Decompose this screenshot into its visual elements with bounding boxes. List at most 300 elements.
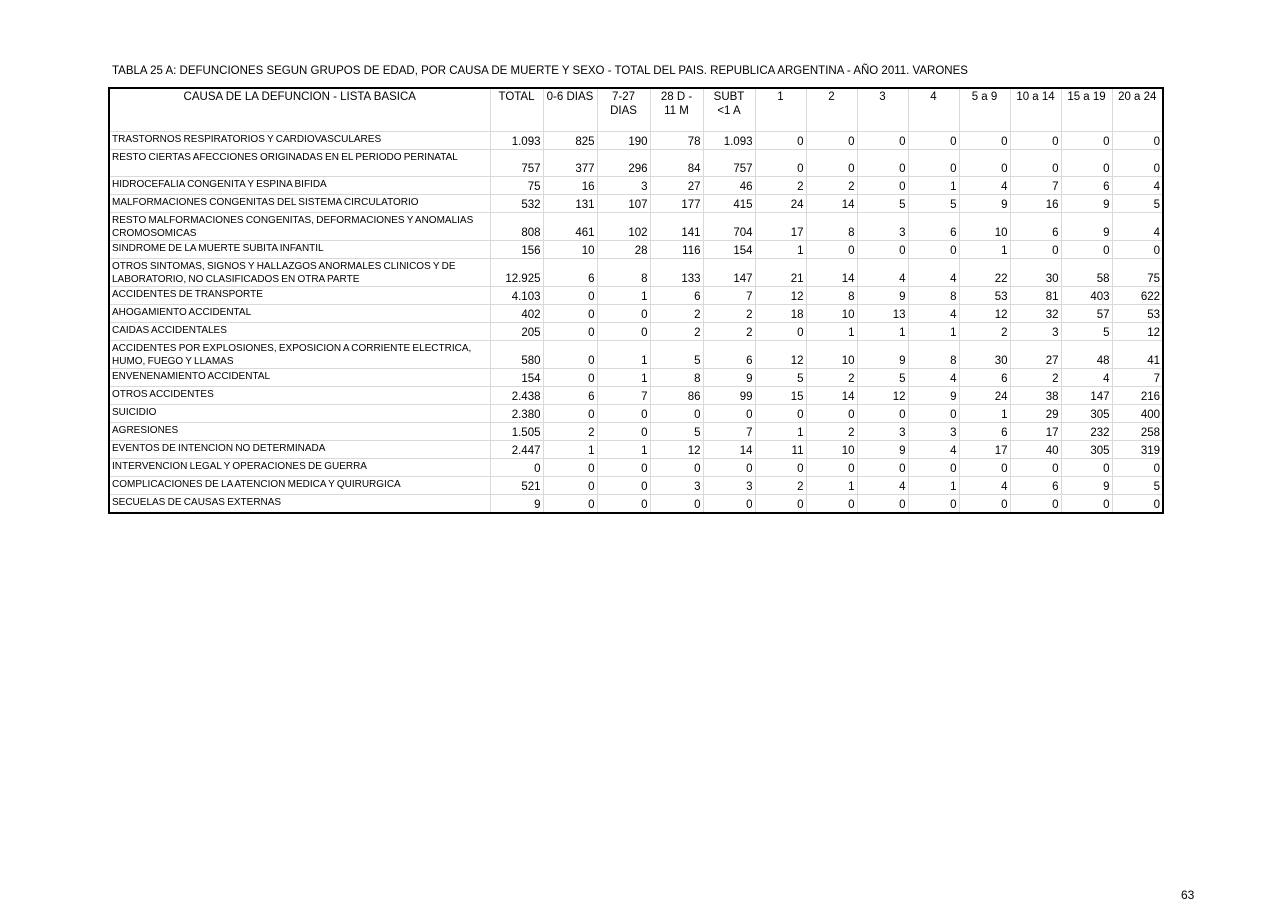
value-cell: 1 xyxy=(908,177,959,195)
value-cell: 0 xyxy=(806,241,857,259)
value-cell: 8 xyxy=(908,341,959,369)
value-cell: 0 xyxy=(490,459,543,477)
value-cell: 12 xyxy=(857,387,908,405)
value-cell: 2 xyxy=(806,369,857,387)
cause-cell: SUICIDIO xyxy=(109,405,490,423)
value-cell: 6 xyxy=(650,287,703,305)
value-cell: 3 xyxy=(597,177,650,195)
value-cell: 1 xyxy=(543,441,597,459)
value-cell: 4 xyxy=(959,477,1010,495)
value-cell: 0 xyxy=(857,132,908,150)
value-cell: 2 xyxy=(755,177,806,195)
value-cell: 9 xyxy=(1061,477,1112,495)
value-cell: 154 xyxy=(490,369,543,387)
value-cell: 6 xyxy=(959,369,1010,387)
table-row xyxy=(109,177,1163,195)
value-cell: 8 xyxy=(806,213,857,241)
value-cell: 2 xyxy=(755,477,806,495)
value-cell: 258 xyxy=(1112,423,1163,441)
value-cell: 6 xyxy=(1010,477,1061,495)
cause-cell: TRASTORNOS RESPIRATORIOS Y CARDIOVASCULARES xyxy=(109,132,490,150)
cause-cell: RESTO MALFORMACIONES CONGENITAS, DEFORMACIONES Y ANOMALIAS CROMOSOMICAS xyxy=(109,213,490,241)
table-row xyxy=(109,195,1163,213)
value-cell: 9 xyxy=(857,287,908,305)
value-cell: 1 xyxy=(806,477,857,495)
value-cell: 75 xyxy=(490,177,543,195)
table-row xyxy=(109,387,1163,405)
value-cell: 9 xyxy=(857,341,908,369)
value-cell: 0 xyxy=(597,495,650,514)
value-cell: 0 xyxy=(908,132,959,150)
cause-cell: OTROS ACCIDENTES xyxy=(109,387,490,405)
value-cell: 0 xyxy=(650,495,703,514)
value-cell: 0 xyxy=(755,132,806,150)
value-cell: 0 xyxy=(908,495,959,514)
header-7-27-dias: 7-27 DIAS xyxy=(597,88,650,132)
value-cell: 0 xyxy=(1010,132,1061,150)
value-cell: 4 xyxy=(1061,369,1112,387)
value-cell: 0 xyxy=(857,495,908,514)
value-cell: 0 xyxy=(806,459,857,477)
table-row xyxy=(109,213,1163,241)
value-cell: 9 xyxy=(1061,213,1112,241)
value-cell: 0 xyxy=(1061,495,1112,514)
value-cell: 0 xyxy=(806,132,857,150)
value-cell: 3 xyxy=(1010,323,1061,341)
table-row xyxy=(109,287,1163,305)
value-cell: 12 xyxy=(755,341,806,369)
value-cell: 0 xyxy=(908,405,959,423)
header-cause: CAUSA DE LA DEFUNCION - LISTA BASICA xyxy=(109,88,490,132)
value-cell: 6 xyxy=(703,341,755,369)
value-cell: 1 xyxy=(755,241,806,259)
table-row xyxy=(109,132,1163,150)
value-cell: 1 xyxy=(597,341,650,369)
value-cell: 0 xyxy=(755,323,806,341)
table-body xyxy=(109,132,1163,514)
value-cell: 403 xyxy=(1061,287,1112,305)
header-28d-11m: 28 D - 11 M xyxy=(650,88,703,132)
value-cell: 53 xyxy=(959,287,1010,305)
value-cell: 32 xyxy=(1010,305,1061,323)
cause-cell: ENVENENAMIENTO ACCIDENTAL xyxy=(109,369,490,387)
value-cell: 0 xyxy=(597,323,650,341)
value-cell: 0 xyxy=(959,459,1010,477)
value-cell: 147 xyxy=(1061,387,1112,405)
cause-cell: OTROS SINTOMAS, SIGNOS Y HALLAZGOS ANORMALES CLINICOS Y DE LABORATORIO, NO CLASIFICADOS EN OTRA PARTE xyxy=(109,259,490,287)
value-cell: 1 xyxy=(959,405,1010,423)
value-cell: 0 xyxy=(543,341,597,369)
value-cell: 0 xyxy=(543,459,597,477)
value-cell: 12 xyxy=(755,287,806,305)
value-cell: 17 xyxy=(959,441,1010,459)
table-row xyxy=(109,441,1163,459)
page-number: 63 xyxy=(1181,888,1195,902)
value-cell: 58 xyxy=(1061,259,1112,287)
value-cell: 7 xyxy=(1010,177,1061,195)
value-cell: 1 xyxy=(597,287,650,305)
value-cell: 10 xyxy=(806,441,857,459)
value-cell: 6 xyxy=(908,213,959,241)
cause-cell: SINDROME DE LA MUERTE SUBITA INFANTIL xyxy=(109,241,490,259)
value-cell: 0 xyxy=(857,405,908,423)
value-cell: 9 xyxy=(703,369,755,387)
value-cell: 0 xyxy=(1061,241,1112,259)
value-cell: 0 xyxy=(1010,241,1061,259)
value-cell: 41 xyxy=(1112,341,1163,369)
value-cell: 5 xyxy=(650,423,703,441)
cause-cell: COMPLICACIONES DE LA ATENCION MEDICA Y QUIRURGICA xyxy=(109,477,490,495)
value-cell: 0 xyxy=(597,423,650,441)
value-cell: 2 xyxy=(806,423,857,441)
value-cell: 216 xyxy=(1112,387,1163,405)
value-cell: 12.925 xyxy=(490,259,543,287)
value-cell: 116 xyxy=(650,241,703,259)
value-cell: 22 xyxy=(959,259,1010,287)
value-cell: 53 xyxy=(1112,305,1163,323)
header-0-6-dias: 0-6 DIAS xyxy=(543,88,597,132)
value-cell: 14 xyxy=(806,387,857,405)
value-cell: 131 xyxy=(543,195,597,213)
value-cell: 0 xyxy=(959,150,1010,177)
table-row xyxy=(109,477,1163,495)
value-cell: 0 xyxy=(857,177,908,195)
value-cell: 1 xyxy=(908,323,959,341)
table-row xyxy=(109,405,1163,423)
value-cell: 38 xyxy=(1010,387,1061,405)
value-cell: 27 xyxy=(650,177,703,195)
value-cell: 0 xyxy=(908,459,959,477)
value-cell: 0 xyxy=(543,323,597,341)
value-cell: 78 xyxy=(650,132,703,150)
table-title: TABLA 25 A: DEFUNCIONES SEGUN GRUPOS DE EDAD, POR CAUSA DE MUERTE Y SEXO - TOTAL DEL PAIS. REPUBLICA ARGENTINA - AÑO 2011. VARONES xyxy=(112,65,968,77)
value-cell: 102 xyxy=(597,213,650,241)
value-cell: 0 xyxy=(806,405,857,423)
value-cell: 17 xyxy=(1010,423,1061,441)
value-cell: 5 xyxy=(1112,195,1163,213)
value-cell: 825 xyxy=(543,132,597,150)
value-cell: 0 xyxy=(1061,150,1112,177)
value-cell: 29 xyxy=(1010,405,1061,423)
value-cell: 13 xyxy=(857,305,908,323)
value-cell: 0 xyxy=(650,459,703,477)
value-cell: 532 xyxy=(490,195,543,213)
value-cell: 14 xyxy=(806,195,857,213)
value-cell: 0 xyxy=(1010,495,1061,514)
value-cell: 0 xyxy=(1112,150,1163,177)
cause-cell: RESTO CIERTAS AFECCIONES ORIGINADAS EN EL PERIODO PERINATAL xyxy=(109,150,490,177)
cause-cell: SECUELAS DE CAUSAS EXTERNAS xyxy=(109,495,490,514)
value-cell: 205 xyxy=(490,323,543,341)
value-cell: 1.093 xyxy=(490,132,543,150)
value-cell: 0 xyxy=(806,150,857,177)
table-row xyxy=(109,259,1163,287)
value-cell: 0 xyxy=(806,495,857,514)
value-cell: 2 xyxy=(543,423,597,441)
value-cell: 2.380 xyxy=(490,405,543,423)
table-row xyxy=(109,341,1163,369)
value-cell: 2.438 xyxy=(490,387,543,405)
table-row xyxy=(109,423,1163,441)
value-cell: 2 xyxy=(650,323,703,341)
cause-cell: CAIDAS ACCIDENTALES xyxy=(109,323,490,341)
value-cell: 147 xyxy=(703,259,755,287)
value-cell: 5 xyxy=(1112,477,1163,495)
value-cell: 9 xyxy=(959,195,1010,213)
value-cell: 0 xyxy=(755,150,806,177)
value-cell: 521 xyxy=(490,477,543,495)
value-cell: 402 xyxy=(490,305,543,323)
table-header-row xyxy=(109,88,1163,132)
value-cell: 6 xyxy=(543,259,597,287)
value-cell: 48 xyxy=(1061,341,1112,369)
value-cell: 0 xyxy=(1112,495,1163,514)
value-cell: 3 xyxy=(857,423,908,441)
value-cell: 21 xyxy=(755,259,806,287)
value-cell: 2 xyxy=(650,305,703,323)
value-cell: 0 xyxy=(543,495,597,514)
value-cell: 1 xyxy=(755,423,806,441)
deaths-table xyxy=(108,87,1164,514)
value-cell: 14 xyxy=(703,441,755,459)
header-age-5-9: 5 a 9 xyxy=(959,88,1010,132)
value-cell: 0 xyxy=(703,459,755,477)
value-cell: 0 xyxy=(597,405,650,423)
value-cell: 415 xyxy=(703,195,755,213)
value-cell: 9 xyxy=(1061,195,1112,213)
value-cell: 1 xyxy=(857,323,908,341)
value-cell: 2 xyxy=(959,323,1010,341)
value-cell: 4 xyxy=(1112,213,1163,241)
value-cell: 5 xyxy=(908,195,959,213)
value-cell: 6 xyxy=(1010,213,1061,241)
table-row xyxy=(109,495,1163,514)
value-cell: 9 xyxy=(908,387,959,405)
value-cell: 30 xyxy=(959,341,1010,369)
value-cell: 156 xyxy=(490,241,543,259)
value-cell: 15 xyxy=(755,387,806,405)
value-cell: 580 xyxy=(490,341,543,369)
value-cell: 0 xyxy=(703,405,755,423)
value-cell: 1 xyxy=(959,241,1010,259)
value-cell: 10 xyxy=(806,341,857,369)
value-cell: 6 xyxy=(959,423,1010,441)
value-cell: 296 xyxy=(597,150,650,177)
value-cell: 0 xyxy=(543,287,597,305)
value-cell: 190 xyxy=(597,132,650,150)
value-cell: 16 xyxy=(1010,195,1061,213)
value-cell: 0 xyxy=(597,305,650,323)
value-cell: 0 xyxy=(959,495,1010,514)
value-cell: 319 xyxy=(1112,441,1163,459)
value-cell: 0 xyxy=(1061,459,1112,477)
value-cell: 0 xyxy=(1010,150,1061,177)
value-cell: 0 xyxy=(755,459,806,477)
value-cell: 7 xyxy=(703,287,755,305)
value-cell: 3 xyxy=(857,213,908,241)
value-cell: 0 xyxy=(755,405,806,423)
value-cell: 0 xyxy=(908,241,959,259)
header-age-10-14: 10 a 14 xyxy=(1010,88,1061,132)
value-cell: 10 xyxy=(543,241,597,259)
value-cell: 7 xyxy=(1112,369,1163,387)
header-age-2: 2 xyxy=(806,88,857,132)
value-cell: 8 xyxy=(908,287,959,305)
value-cell: 27 xyxy=(1010,341,1061,369)
value-cell: 18 xyxy=(755,305,806,323)
table-row xyxy=(109,150,1163,177)
value-cell: 4 xyxy=(1112,177,1163,195)
value-cell: 3 xyxy=(908,423,959,441)
header-total: TOTAL xyxy=(490,88,543,132)
value-cell: 0 xyxy=(543,305,597,323)
value-cell: 0 xyxy=(597,477,650,495)
value-cell: 1.093 xyxy=(703,132,755,150)
value-cell: 4 xyxy=(908,259,959,287)
header-age-20-24: 20 a 24 xyxy=(1112,88,1163,132)
value-cell: 7 xyxy=(597,387,650,405)
value-cell: 461 xyxy=(543,213,597,241)
value-cell: 0 xyxy=(857,459,908,477)
value-cell: 5 xyxy=(1061,323,1112,341)
value-cell: 8 xyxy=(650,369,703,387)
header-age-15-19: 15 a 19 xyxy=(1061,88,1112,132)
value-cell: 305 xyxy=(1061,441,1112,459)
value-cell: 14 xyxy=(806,259,857,287)
value-cell: 0 xyxy=(650,405,703,423)
value-cell: 12 xyxy=(959,305,1010,323)
cause-cell: EVENTOS DE INTENCION NO DETERMINADA xyxy=(109,441,490,459)
value-cell: 1 xyxy=(908,477,959,495)
value-cell: 808 xyxy=(490,213,543,241)
cause-cell: ACCIDENTES DE TRANSPORTE xyxy=(109,287,490,305)
value-cell: 1 xyxy=(597,441,650,459)
value-cell: 0 xyxy=(703,495,755,514)
value-cell: 16 xyxy=(543,177,597,195)
cause-cell: ACCIDENTES POR EXPLOSIONES, EXPOSICION A CORRIENTE ELECTRICA, HUMO, FUEGO Y LLAMAS xyxy=(109,341,490,369)
value-cell: 0 xyxy=(857,150,908,177)
value-cell: 2.447 xyxy=(490,441,543,459)
value-cell: 0 xyxy=(908,150,959,177)
value-cell: 30 xyxy=(1010,259,1061,287)
value-cell: 0 xyxy=(1061,132,1112,150)
value-cell: 4 xyxy=(908,305,959,323)
value-cell: 400 xyxy=(1112,405,1163,423)
value-cell: 9 xyxy=(490,495,543,514)
value-cell: 107 xyxy=(597,195,650,213)
value-cell: 622 xyxy=(1112,287,1163,305)
value-cell: 0 xyxy=(1112,132,1163,150)
value-cell: 24 xyxy=(755,195,806,213)
cause-cell: AGRESIONES xyxy=(109,423,490,441)
value-cell: 0 xyxy=(543,477,597,495)
table-row xyxy=(109,459,1163,477)
value-cell: 377 xyxy=(543,150,597,177)
value-cell: 6 xyxy=(543,387,597,405)
value-cell: 5 xyxy=(857,369,908,387)
value-cell: 9 xyxy=(857,441,908,459)
cause-cell: HIDROCEFALIA CONGENITA Y ESPINA BIFIDA xyxy=(109,177,490,195)
value-cell: 4 xyxy=(857,477,908,495)
header-subtotal-under-1: SUBT <1 A xyxy=(703,88,755,132)
value-cell: 704 xyxy=(703,213,755,241)
value-cell: 4 xyxy=(908,441,959,459)
table-row xyxy=(109,369,1163,387)
value-cell: 5 xyxy=(650,341,703,369)
value-cell: 1 xyxy=(597,369,650,387)
value-cell: 133 xyxy=(650,259,703,287)
value-cell: 57 xyxy=(1061,305,1112,323)
header-age-4: 4 xyxy=(908,88,959,132)
value-cell: 0 xyxy=(1112,241,1163,259)
value-cell: 81 xyxy=(1010,287,1061,305)
value-cell: 1 xyxy=(806,323,857,341)
value-cell: 12 xyxy=(650,441,703,459)
value-cell: 1.505 xyxy=(490,423,543,441)
value-cell: 5 xyxy=(755,369,806,387)
value-cell: 0 xyxy=(755,495,806,514)
value-cell: 11 xyxy=(755,441,806,459)
value-cell: 4 xyxy=(959,177,1010,195)
value-cell: 141 xyxy=(650,213,703,241)
header-age-3: 3 xyxy=(857,88,908,132)
table-row xyxy=(109,323,1163,341)
value-cell: 0 xyxy=(857,241,908,259)
header-age-1: 1 xyxy=(755,88,806,132)
table-row xyxy=(109,241,1163,259)
value-cell: 86 xyxy=(650,387,703,405)
value-cell: 3 xyxy=(650,477,703,495)
value-cell: 757 xyxy=(490,150,543,177)
value-cell: 4 xyxy=(908,369,959,387)
value-cell: 12 xyxy=(1112,323,1163,341)
value-cell: 40 xyxy=(1010,441,1061,459)
value-cell: 8 xyxy=(597,259,650,287)
cause-cell: AHOGAMIENTO ACCIDENTAL xyxy=(109,305,490,323)
value-cell: 4 xyxy=(857,259,908,287)
value-cell: 2 xyxy=(1010,369,1061,387)
value-cell: 0 xyxy=(597,459,650,477)
value-cell: 6 xyxy=(1061,177,1112,195)
cause-cell: INTERVENCION LEGAL Y OPERACIONES DE GUERRA xyxy=(109,459,490,477)
cause-cell: MALFORMACIONES CONGENITAS DEL SISTEMA CIRCULATORIO xyxy=(109,195,490,213)
value-cell: 0 xyxy=(959,132,1010,150)
value-cell: 4.103 xyxy=(490,287,543,305)
value-cell: 0 xyxy=(543,405,597,423)
value-cell: 24 xyxy=(959,387,1010,405)
value-cell: 2 xyxy=(703,305,755,323)
value-cell: 154 xyxy=(703,241,755,259)
table-row xyxy=(109,305,1163,323)
value-cell: 0 xyxy=(1010,459,1061,477)
value-cell: 7 xyxy=(703,423,755,441)
value-cell: 2 xyxy=(703,323,755,341)
value-cell: 46 xyxy=(703,177,755,195)
value-cell: 0 xyxy=(543,369,597,387)
value-cell: 28 xyxy=(597,241,650,259)
value-cell: 84 xyxy=(650,150,703,177)
value-cell: 757 xyxy=(703,150,755,177)
value-cell: 75 xyxy=(1112,259,1163,287)
value-cell: 2 xyxy=(806,177,857,195)
value-cell: 10 xyxy=(959,213,1010,241)
value-cell: 305 xyxy=(1061,405,1112,423)
value-cell: 232 xyxy=(1061,423,1112,441)
value-cell: 10 xyxy=(806,305,857,323)
value-cell: 177 xyxy=(650,195,703,213)
value-cell: 17 xyxy=(755,213,806,241)
value-cell: 5 xyxy=(857,195,908,213)
